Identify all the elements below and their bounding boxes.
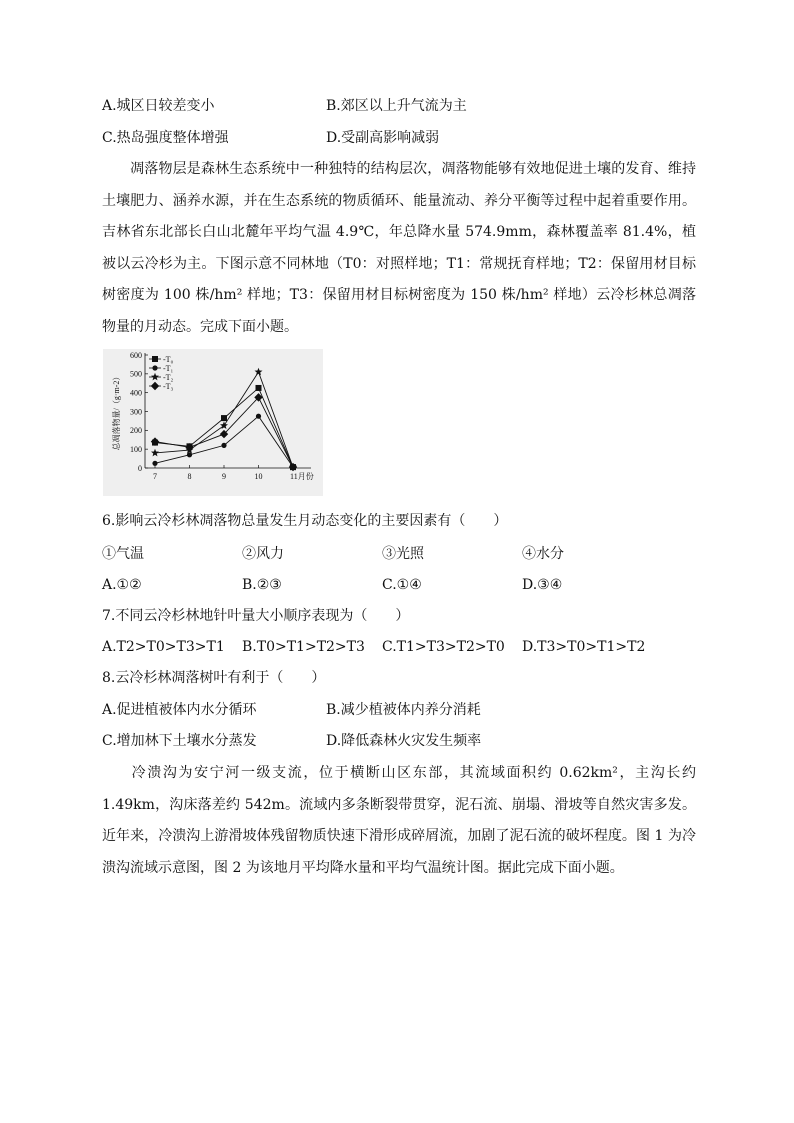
y-tick-label: 100	[130, 444, 142, 454]
data-point	[256, 414, 261, 419]
x-tick-label: 8	[187, 472, 192, 481]
q7-options-row	[0, 635, 794, 659]
q6-item-4: ④水分	[522, 546, 564, 562]
legend-marker	[152, 365, 157, 370]
q6-stem: 6.影响云冷杉林凋落物总量发生月动态变化的主要因素有（ ）	[102, 513, 508, 529]
q7-option-c: C.T1>T3>T2>T0	[382, 639, 505, 655]
y-tick-label: 400	[130, 388, 142, 398]
q8-options-row-2	[0, 729, 794, 753]
q6-option-c: C.①④	[382, 577, 422, 593]
data-point	[256, 385, 262, 391]
q8-option-c: C.增加林下土壤水分蒸发	[102, 733, 257, 749]
y-tick-label: 200	[130, 426, 142, 436]
x-tick-label: 7	[153, 472, 157, 481]
x-tick-label: 11月份	[290, 472, 314, 481]
data-point	[152, 461, 157, 466]
q7-stem-row	[0, 604, 794, 628]
q6-options-row	[0, 573, 794, 597]
y-axis-label: 总凋落物量/（g·m-2）	[112, 372, 121, 451]
legend-label: -T₀	[163, 355, 174, 364]
q6-option-a: A.①②	[102, 577, 142, 593]
q6-items-row	[0, 542, 794, 566]
legend-label: -T₃	[163, 382, 174, 391]
q8-option-d: D.降低森林火灾发生频率	[326, 733, 482, 749]
x-tick-label: 9	[222, 472, 226, 481]
passage-debris-flow-text: 冷溃沟为安宁河一级支流，位于横断山区东部，其流域面积约 0.62km²，主沟长约 1.49km，沟床落差约 542m。流域内多条断裂带贯穿，泥石流、崩塌、滑坡等自然灾害多发。近年来，冷溃沟上游滑坡体残留物质快速下滑形成碎屑流，加剧了泥石流的破坏程度。图 1 为冷溃沟流域示意图，图 2 为该地月平均降水量和平均气温统计图。据此完成下面小题。	[102, 765, 696, 876]
y-tick-label: 500	[130, 369, 142, 379]
passage-litter	[102, 154, 696, 343]
series-line-0	[155, 388, 293, 467]
legend-marker	[151, 373, 159, 381]
q6-item-1: ①气温	[102, 546, 144, 562]
q8-option-a: A.促进植被体内水分循环	[102, 702, 257, 718]
series-0	[152, 385, 296, 470]
q5-options-row-2	[0, 126, 794, 150]
q6-option-d: D.③④	[522, 577, 563, 593]
q8-stem-row	[0, 666, 794, 690]
q7-option-b: B.T0>T1>T2>T3	[242, 639, 365, 655]
q8-option-b: B.减少植被体内养分消耗	[326, 702, 481, 718]
q5-option-d: D.受副高影响减弱	[326, 130, 440, 146]
q7-option-a: A.T2>T0>T3>T1	[102, 639, 225, 655]
q5-option-a: A.城区日较差变小	[102, 98, 215, 114]
legend-label: -T₂	[163, 373, 174, 382]
data-point	[151, 449, 159, 457]
q6-item-3: ③光照	[382, 546, 424, 562]
q6-stem-row	[0, 509, 794, 533]
q8-stem: 8.云冷杉林凋落树叶有利于（ ）	[102, 670, 326, 686]
q7-stem: 7.不同云冷杉林地针叶量大小顺序表现为（ ）	[102, 608, 410, 624]
y-tick-label: 300	[130, 407, 142, 417]
legend-marker	[152, 356, 158, 362]
passage-debris-flow	[102, 758, 696, 884]
q5-option-b: B.郊区以上升气流为主	[326, 98, 467, 114]
y-tick-label: 0	[138, 463, 142, 473]
series-3	[151, 393, 297, 471]
x-tick-label: 10	[254, 472, 263, 481]
data-point	[221, 443, 226, 448]
q6-option-b: B.②③	[242, 577, 282, 593]
q7-option-d: D.T3>T0>T1>T2	[522, 639, 646, 655]
legend-marker	[151, 382, 159, 390]
legend-label: -T₁	[163, 364, 174, 373]
legend	[149, 355, 174, 391]
litter-monthly-chart	[103, 349, 323, 496]
q5-option-c: C.热岛强度整体增强	[102, 130, 229, 146]
data-point	[255, 368, 263, 376]
passage-litter-text: 凋落物层是森林生态系统中一种独特的结构层次，凋落物能够有效地促进土壤的发育、维持土壤肥力、涵养水源，并在生态系统的物质循环、能量流动、养分平衡等过程中起着重要作用。吉林省东北部长白山北麓年平均气温 4.9℃，年总降水量 574.9mm，森林覆盖率 81.4%，植被以云冷杉为主。下图示意不同林地（T0：对照样地；T1：常规抚育样地；T2：保留用材目标树密度为 100 株/hm² 样地；T3：保留用材目标树密度为 150 株/hm² 样地）云冷杉林总凋落物量的月动态。完成下面小题。	[102, 161, 696, 335]
q5-options-row-1	[0, 94, 794, 118]
q6-item-2: ②风力	[242, 546, 284, 562]
data-point	[221, 415, 227, 421]
q8-options-row-1	[0, 698, 794, 722]
y-tick-label: 600	[130, 350, 142, 360]
